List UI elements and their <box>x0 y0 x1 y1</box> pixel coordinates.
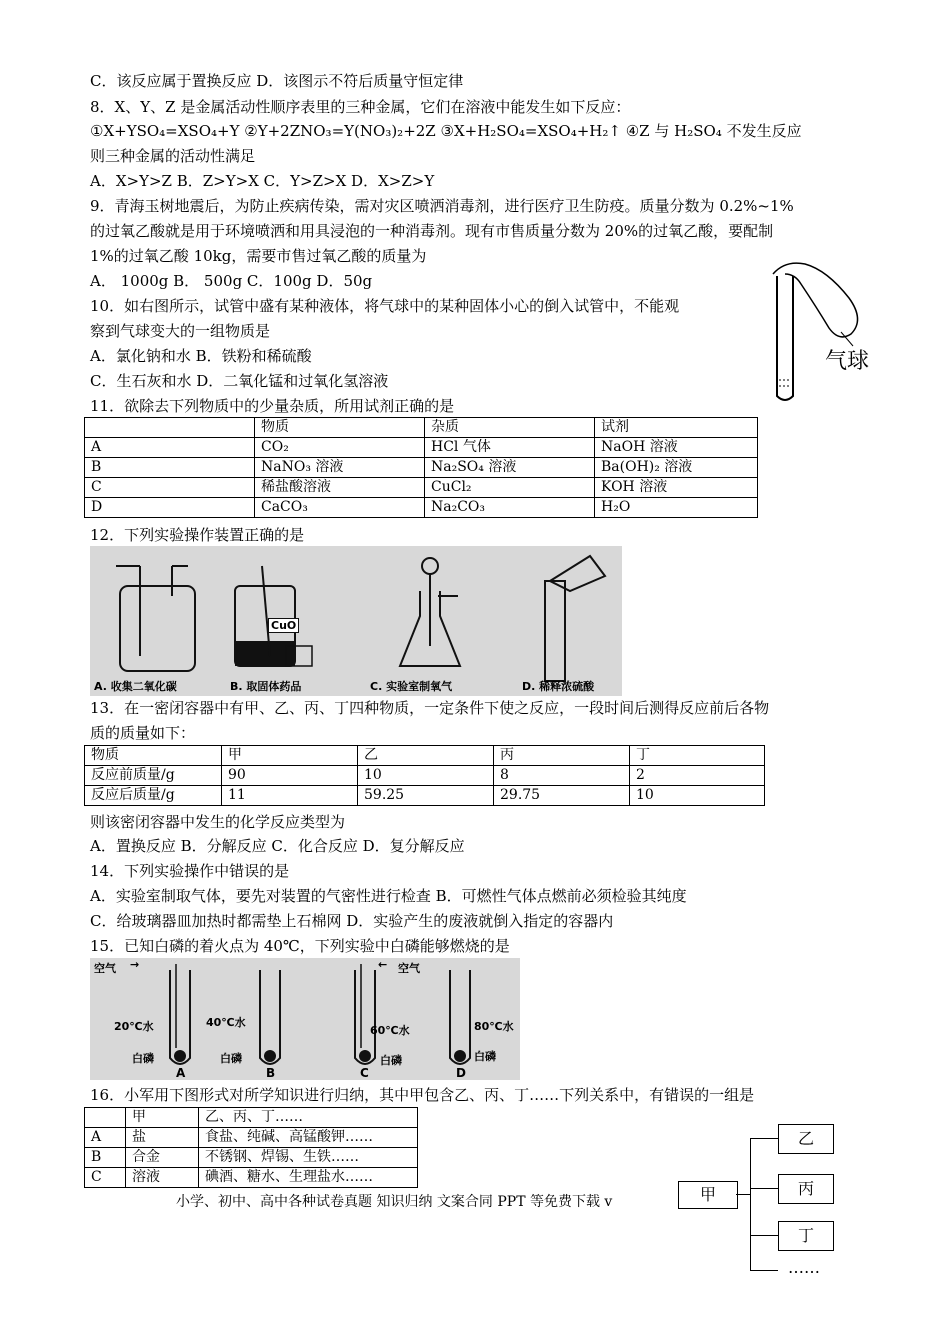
table-cell: 杂质 <box>425 418 595 438</box>
q15-phosphorus-figure <box>90 958 520 1080</box>
table-row <box>85 438 758 458</box>
q9-line3: 1%的过氧乙酸 10kg，需要市售过氧乙酸的质量为 <box>90 247 427 265</box>
table-cell: 乙 <box>358 746 494 766</box>
diagram-more: …… <box>788 1258 820 1277</box>
test-tube-drawings <box>90 958 520 1080</box>
cuo-label: CuO <box>268 618 299 633</box>
table-cell <box>85 1108 126 1128</box>
q8-options: A．X>Y>Z B．Z>Y>X C．Y>Z>X D．X>Z>Y <box>90 172 435 190</box>
q12-stem: 12．下列实验操作装置正确的是 <box>90 526 305 544</box>
table-row <box>85 1168 418 1188</box>
table-cell: C <box>85 478 255 498</box>
table-cell: B <box>85 1148 126 1168</box>
q8-ask: 则三种金属的活动性满足 <box>90 147 256 165</box>
table-cell: 2 <box>630 766 765 786</box>
table-row <box>85 1148 418 1168</box>
table-cell: 物质 <box>255 418 425 438</box>
q14-option-ab: A．实验室制取气体，要先对装置的气密性进行检查 B．可燃性气体点燃前必须检验其纯度 <box>90 887 687 905</box>
phosphorus-label-d: 白磷 <box>474 1050 496 1063</box>
q16-table-header <box>85 1108 418 1128</box>
q12-label-d: D. 稀释浓硫酸 <box>522 680 595 693</box>
table-cell: 反应后质量/g <box>85 786 222 806</box>
table-cell: 10 <box>358 766 494 786</box>
q8-stem: 8．X、Y、Z 是金属活动性顺序表里的三种金属，它们在溶液中能发生如下反应： <box>90 98 631 116</box>
table-cell: 合金 <box>126 1148 199 1168</box>
table-cell: Ba(OH)₂ 溶液 <box>595 458 758 478</box>
table-cell: 溶液 <box>126 1168 199 1188</box>
air-label-left: 空气 <box>94 962 116 975</box>
diagram-root-box: 甲 <box>678 1181 738 1209</box>
table-cell: 丙 <box>494 746 630 766</box>
q11-stem: 11．欲除去下列物质中的少量杂质，所用试剂正确的是 <box>90 397 455 415</box>
q9-line1: 9．青海玉树地震后，为防止疾病传染，需对灾区喷洒消毒剂，进行医疗卫生防疫。质量分数为 0.2%~1% <box>90 197 794 215</box>
q10-line2: 察到气球变大的一组物质是 <box>90 322 271 340</box>
q13-table <box>84 745 765 806</box>
tube-letter-d: D <box>456 1066 466 1080</box>
table-cell: 甲 <box>222 746 358 766</box>
q10-option-cd: C．生石灰和水 D．二氧化锰和过氧化氢溶液 <box>90 372 389 390</box>
water-label-c: 60℃水 <box>370 1024 410 1037</box>
diagram-child-box-3: 丁 <box>778 1221 834 1251</box>
table-cell: D <box>85 498 255 518</box>
q12-label-b: B. 取固体药品 <box>230 680 302 693</box>
q14-stem: 14．下列实验操作中错误的是 <box>90 862 290 880</box>
phosphorus-label-c: 白磷 <box>380 1054 402 1067</box>
diagram-connector <box>750 1138 778 1139</box>
table-cell: 8 <box>494 766 630 786</box>
table-cell: 10 <box>630 786 765 806</box>
table-row <box>85 1128 418 1148</box>
diagram-child-box-2: 丙 <box>778 1174 834 1204</box>
q14-option-cd: C．给玻璃器皿加热时都需垫上石棉网 D．实验产生的废液就倒入指定的容器内 <box>90 912 614 930</box>
table-cell: A <box>85 438 255 458</box>
air-arrow-right-icon: ← <box>378 958 388 971</box>
table-cell: NaOH 溶液 <box>595 438 758 458</box>
phosphorus-label-b: 白磷 <box>220 1052 242 1065</box>
table-cell: 90 <box>222 766 358 786</box>
table-cell: C <box>85 1168 126 1188</box>
q10-option-ab: A．氯化钠和水 B．铁粉和稀硫酸 <box>90 347 312 365</box>
table-row <box>85 458 758 478</box>
q11-table-header <box>85 418 758 438</box>
table-cell: 盐 <box>126 1128 199 1148</box>
phosphorus-label-a: 白磷 <box>132 1052 154 1065</box>
q16-stem: 16．小军用下图形式对所学知识进行归纳，其中甲包含乙、丙、丁……下列关系中，有错误的一组是 <box>90 1086 755 1104</box>
table-cell: 不锈钢、焊锡、生铁…… <box>199 1148 418 1168</box>
table-cell: HCl 气体 <box>425 438 595 458</box>
table-cell: CO₂ <box>255 438 425 458</box>
table-cell: CuCl₂ <box>425 478 595 498</box>
q13-table-header <box>85 746 765 766</box>
water-label-b: 40℃水 <box>206 1016 246 1029</box>
diagram-connector <box>736 1194 750 1195</box>
table-cell: 试剂 <box>595 418 758 438</box>
table-cell: Na₂SO₄ 溶液 <box>425 458 595 478</box>
table-cell: 食盐、纯碱、高锰酸钾…… <box>199 1128 418 1148</box>
q11-table <box>84 417 758 518</box>
lab-apparatus-drawings <box>90 546 622 696</box>
table-row <box>85 786 765 806</box>
q10-line1: 10．如右图所示，试管中盛有某种液体，将气球中的某种固体小心的倒入试管中，不能观 <box>90 297 680 315</box>
balloon-label: 气球 <box>825 349 870 374</box>
diagram-connector <box>750 1270 778 1271</box>
diagram-connector <box>750 1188 778 1189</box>
table-row <box>85 766 765 786</box>
table-cell: 物质 <box>85 746 222 766</box>
q9-options: A． 1000g B． 500g C．100g D．50g <box>90 272 373 290</box>
q13-ask: 则该密闭容器中发生的化学反应类型为 <box>90 813 346 831</box>
table-row <box>85 478 758 498</box>
table-cell: 11 <box>222 786 358 806</box>
air-label-right: 空气 <box>398 962 420 975</box>
table-cell: 碘酒、糖水、生理盐水…… <box>199 1168 418 1188</box>
tube-letter-a: A <box>176 1066 186 1080</box>
q12-label-c: C. 实验室制氧气 <box>370 680 453 693</box>
table-cell: 59.25 <box>358 786 494 806</box>
q8-reactions: ①X+YSO₄=XSO₄+Y ②Y+2ZNO₃=Y(NO₃)₂+2Z ③X+H₂SO₄=XSO₄+H₂↑ ④Z 与 H₂SO₄ 不发生反应 <box>90 122 802 140</box>
q13-options: A．置换反应 B．分解反应 C．化合反应 D．复分解反应 <box>90 837 465 855</box>
table-cell: 甲 <box>126 1108 199 1128</box>
air-arrow-left-icon: → <box>130 958 140 971</box>
table-row <box>85 498 758 518</box>
q16-table <box>84 1107 418 1188</box>
table-cell: KOH 溶液 <box>595 478 758 498</box>
diagram-trunk <box>750 1138 751 1271</box>
table-cell <box>85 418 255 438</box>
q12-label-a: A. 收集二氧化碳 <box>94 680 177 693</box>
table-cell: 乙、丙、丁…… <box>199 1108 418 1128</box>
table-cell: 稀盐酸溶液 <box>255 478 425 498</box>
tube-letter-b: B <box>266 1066 276 1080</box>
water-label-a: 20℃水 <box>114 1020 154 1033</box>
q13-line2: 质的质量如下： <box>90 724 196 742</box>
table-cell: 29.75 <box>494 786 630 806</box>
table-cell: Na₂CO₃ <box>425 498 595 518</box>
q9-line2: 的过氧乙酸就是用于环境喷洒和用具浸泡的一种消毒剂。现有市售质量分数为 20%的过氧乙酸，要配制 <box>90 222 774 240</box>
table-cell: H₂O <box>595 498 758 518</box>
balloon-test-tube-figure <box>765 258 885 408</box>
q15-stem: 15．已知白磷的着火点为 40℃，下列实验中白磷能够燃烧的是 <box>90 937 510 955</box>
q7-options-tail: C．该反应属于置换反应 D．该图示不符后质量守恒定律 <box>90 72 464 90</box>
diagram-connector <box>750 1235 778 1236</box>
table-cell: CaCO₃ <box>255 498 425 518</box>
diagram-child-box-1: 乙 <box>778 1124 834 1154</box>
footer-text: 小学、初中、高中各种试卷真题 知识归纳 文案合同 PPT 等免费下载 v <box>176 1194 613 1210</box>
tube-letter-c: C <box>360 1066 369 1080</box>
table-cell: A <box>85 1128 126 1148</box>
table-cell: 反应前质量/g <box>85 766 222 786</box>
q12-apparatus-figure <box>90 546 622 696</box>
table-cell: 丁 <box>630 746 765 766</box>
table-cell: NaNO₃ 溶液 <box>255 458 425 478</box>
water-label-d: 80℃水 <box>474 1020 514 1033</box>
q13-line1: 13．在一密闭容器中有甲、乙、丙、丁四种物质，一定条件下使之反应，一段时间后测得反应前后各物 <box>90 699 770 717</box>
table-cell: B <box>85 458 255 478</box>
